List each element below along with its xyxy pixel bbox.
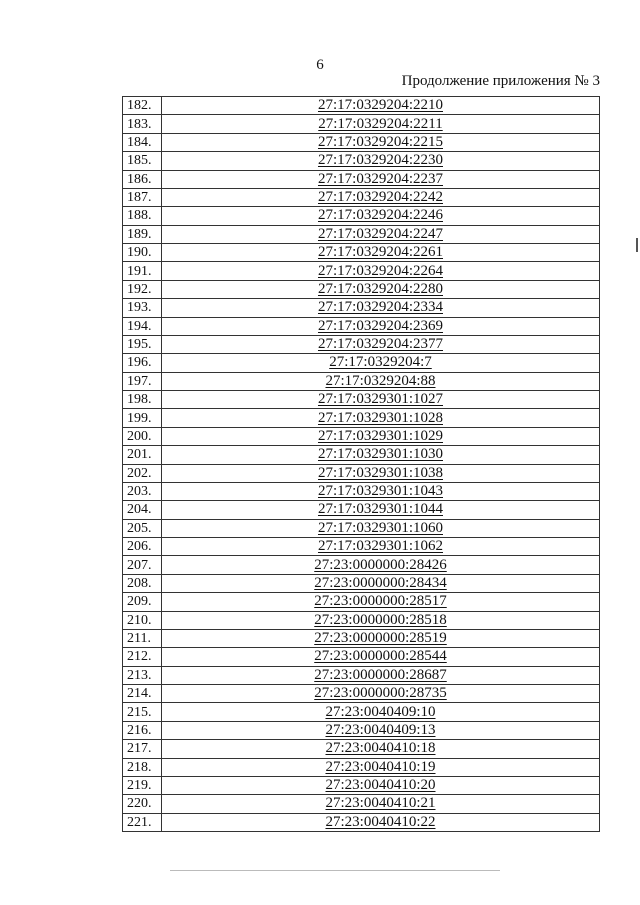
cadastral-number-cell [162,482,600,500]
row-number: 209. [123,593,162,611]
cadastral-number: 27:17:0329301:1028 [317,409,443,426]
cadastral-number-cell [162,666,600,684]
table-row [123,611,600,629]
table-row [123,335,600,353]
row-number: 206. [123,538,162,556]
table-row [123,354,600,372]
cadastral-number-cell [162,648,600,666]
cadastral-number: 27:17:0329204:2261 [317,244,443,261]
row-number: 212. [123,648,162,666]
row-number: 213. [123,666,162,684]
cadastral-number-cell [162,391,600,409]
cadastral-number: 27:17:0329204:2280 [317,280,443,297]
cadastral-number-cell [162,427,600,445]
cadastral-number-cell [162,574,600,592]
cadastral-number: 27:23:0000000:28426 [314,556,447,573]
cadastral-number: 27:23:0040410:19 [325,758,436,775]
table-row [123,593,600,611]
row-number: 191. [123,262,162,280]
table-row [123,556,600,574]
cadastral-number: 27:17:0329204:2246 [317,207,443,224]
row-number: 190. [123,244,162,262]
cadastral-number-cell [162,299,600,317]
table-row [123,115,600,133]
table-row [123,574,600,592]
table-row [123,501,600,519]
cadastral-number: 27:17:0329204:2369 [317,317,443,334]
cadastral-number-cell [162,556,600,574]
table-row [123,262,600,280]
cadastral-number: 27:17:0329204:2334 [317,299,443,316]
appendix-continuation-note: Продолжение приложения № 3 [401,73,600,89]
cadastral-number: 27:17:0329204:2247 [317,225,443,242]
row-number: 211. [123,629,162,647]
row-number: 218. [123,758,162,776]
cadastral-number: 27:17:0329301:1029 [317,427,443,444]
cadastral-number-cell [162,593,600,611]
cadastral-number: 27:17:0329301:1027 [317,391,443,408]
table-row [123,317,600,335]
row-number: 221. [123,813,162,831]
cadastral-number: 27:17:0329204:2264 [317,262,443,279]
row-number: 203. [123,482,162,500]
row-number: 204. [123,501,162,519]
cadastral-number: 27:17:0329204:2377 [317,336,443,353]
row-number: 202. [123,464,162,482]
table-row [123,648,600,666]
cadastral-number-cell [162,152,600,170]
cadastral-number: 27:23:0000000:28518 [314,611,447,628]
row-number: 185. [123,152,162,170]
cadastral-number: 27:17:0329204:2211 [318,115,443,132]
table-row [123,703,600,721]
row-number: 210. [123,611,162,629]
row-number: 189. [123,225,162,243]
cadastral-number: 27:23:0000000:28544 [314,648,447,665]
cadastral-number-cell [162,97,600,115]
row-number: 183. [123,115,162,133]
cadastral-number-cell [162,464,600,482]
cadastral-number-cell [162,685,600,703]
table-row [123,666,600,684]
row-number: 196. [123,354,162,372]
table-row [123,464,600,482]
row-number: 217. [123,740,162,758]
table-row [123,795,600,813]
cadastral-number: 27:23:0040410:20 [325,777,436,794]
cadastral-number: 27:17:0329301:1044 [317,501,443,518]
row-number: 199. [123,409,162,427]
row-number: 195. [123,335,162,353]
cadastral-number: 27:17:0329301:1038 [317,464,443,481]
table-row [123,152,600,170]
cadastral-number: 27:23:0000000:28519 [314,630,447,647]
bottom-rule [170,870,500,871]
row-number: 194. [123,317,162,335]
cadastral-number-cell [162,372,600,390]
cadastral-number: 27:17:0329204:7 [329,354,432,371]
table-row [123,446,600,464]
cadastral-number: 27:17:0329301:1043 [317,483,443,500]
cadastral-number-cell [162,115,600,133]
cadastral-number: 27:17:0329204:2237 [317,170,443,187]
table-row [123,538,600,556]
row-number: 187. [123,188,162,206]
table-row [123,244,600,262]
cadastral-number: 27:23:0040409:10 [325,703,436,720]
table-row [123,629,600,647]
cadastral-number-cell [162,776,600,794]
cadastral-number: 27:23:0000000:28687 [314,666,447,683]
row-number: 208. [123,574,162,592]
cadastral-number: 27:17:0329301:1062 [317,538,443,555]
row-number: 214. [123,685,162,703]
row-number: 201. [123,446,162,464]
cadastral-number-cell [162,170,600,188]
cadastral-number-cell [162,262,600,280]
cadastral-number: 27:17:0329204:2230 [317,152,443,169]
table-row [123,427,600,445]
table-row [123,133,600,151]
cadastral-number: 27:23:0040410:18 [325,740,436,757]
table-row [123,207,600,225]
table-row [123,391,600,409]
row-number: 197. [123,372,162,390]
cadastral-number-cell [162,629,600,647]
cadastral-number-cell [162,280,600,298]
table-row [123,758,600,776]
row-number: 184. [123,133,162,151]
cadastral-number: 27:17:0329204:88 [325,372,436,389]
row-number: 186. [123,170,162,188]
table-row [123,685,600,703]
cadastral-number-cell [162,409,600,427]
table-row [123,280,600,298]
cadastral-number-cell [162,703,600,721]
cadastral-number-cell [162,519,600,537]
table-row [123,813,600,831]
row-number: 200. [123,427,162,445]
table-row [123,97,600,115]
cadastral-number: 27:17:0329301:1060 [317,519,443,536]
cadastral-number-cell [162,758,600,776]
cadastral-number-cell [162,354,600,372]
cadastral-number: 27:17:0329301:1030 [317,446,443,463]
table-row [123,372,600,390]
cadastral-number-cell [162,446,600,464]
table-row [123,299,600,317]
cadastral-number-cell [162,244,600,262]
cadastral-number: 27:23:0040409:13 [325,721,436,738]
table-row [123,776,600,794]
cadastral-number-cell [162,795,600,813]
cadastral-number-cell [162,188,600,206]
row-number: 188. [123,207,162,225]
cadastral-number: 27:23:0000000:28735 [314,685,447,702]
cadastral-number: 27:17:0329204:2215 [317,133,443,150]
row-number: 193. [123,299,162,317]
cadastral-number-cell [162,225,600,243]
table-row [123,740,600,758]
cadastral-number-cell [162,317,600,335]
row-number: 205. [123,519,162,537]
row-number: 182. [123,97,162,115]
cadastral-number: 27:17:0329204:2242 [317,189,443,206]
cadastral-number-cell [162,501,600,519]
cadastral-number: 27:23:0000000:28434 [314,574,447,591]
cadastral-number: 27:17:0329204:2210 [317,97,443,114]
cadastral-number: 27:23:0000000:28517 [314,593,447,610]
cadastral-number-cell [162,611,600,629]
table-body [123,97,600,832]
cadastral-number-cell [162,335,600,353]
row-number: 207. [123,556,162,574]
cadastral-number: 27:23:0040410:21 [325,795,436,812]
cadastral-number-cell [162,207,600,225]
table-row [123,519,600,537]
cadastral-number-cell [162,813,600,831]
cadastral-number-cell [162,133,600,151]
row-number: 219. [123,776,162,794]
cadastral-number: 27:23:0040410:22 [325,813,436,830]
margin-mark [636,238,638,252]
page-number: 6 [316,57,324,73]
table-row [123,188,600,206]
table-row [123,225,600,243]
row-number: 215. [123,703,162,721]
table-row [123,721,600,739]
table-row [123,409,600,427]
cadastral-number-cell [162,740,600,758]
cadastral-number-cell [162,721,600,739]
cadastral-number-cell [162,538,600,556]
row-number: 192. [123,280,162,298]
row-number: 220. [123,795,162,813]
row-number: 216. [123,721,162,739]
table-row [123,482,600,500]
cadastral-numbers-table [122,96,600,832]
row-number: 198. [123,391,162,409]
table-row [123,170,600,188]
